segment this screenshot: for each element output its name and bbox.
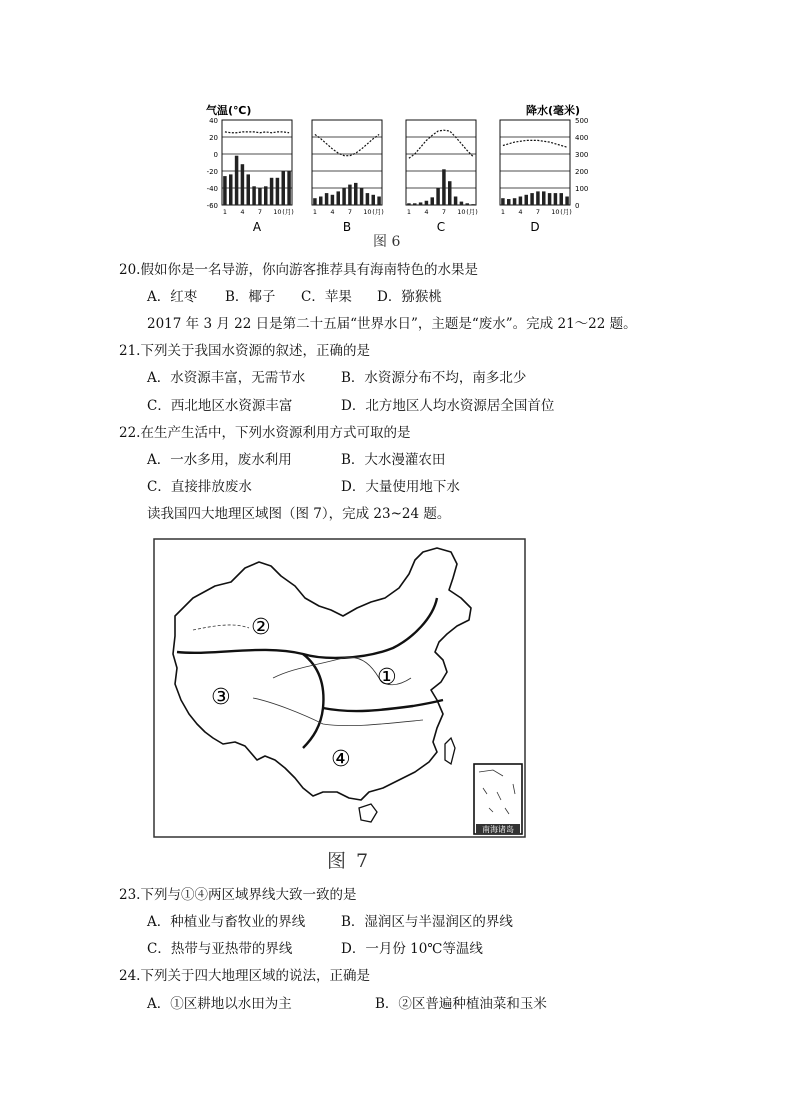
left-tick-label: 20 <box>209 134 218 142</box>
month-tick: 1 <box>312 208 317 216</box>
precip-bar <box>419 202 423 205</box>
q23-option-d: D．一月份 10℃等温线 <box>341 941 483 957</box>
month-tick: 1 <box>222 208 227 216</box>
right-tick-label: 0 <box>575 202 580 210</box>
month-tick: 10 <box>551 208 560 216</box>
figure-7-map <box>153 538 526 838</box>
right-axis-ticks <box>575 117 588 210</box>
month-unit: (月) <box>466 208 478 216</box>
q20-option-a: A．红枣 <box>147 289 198 305</box>
figure-7-caption: 图 7 <box>327 850 371 872</box>
panel-label: A <box>252 220 262 234</box>
precip-bar <box>460 202 464 205</box>
precip-bar <box>425 201 429 205</box>
panel-label: D <box>530 220 540 234</box>
precip-bar <box>270 178 274 205</box>
region-label-3: ③ <box>211 685 231 710</box>
panel-frame <box>500 120 570 205</box>
precip-bar <box>354 183 358 205</box>
region-label-4: ④ <box>331 747 351 772</box>
month-tick: 4 <box>424 208 429 216</box>
q24-option-b: B．②区普遍种植油菜和玉米 <box>375 996 547 1012</box>
precip-bar <box>276 178 280 205</box>
left-tick-label: -60 <box>206 202 218 210</box>
left-tick-label: -20 <box>206 168 218 176</box>
precip-bar <box>466 203 470 205</box>
precip-bar <box>536 191 540 205</box>
precip-bar <box>442 169 446 205</box>
panel-frame <box>312 120 382 205</box>
precip-bar <box>448 181 452 205</box>
intro-21-22: 2017 年 3 月 22 日是第二十五届“世界水日”，主题是“废水”。完成 21～22 题。 <box>147 316 637 332</box>
precip-bar <box>548 193 552 205</box>
precip-bar <box>360 188 364 205</box>
precip-bar <box>252 186 256 205</box>
right-tick-label: 100 <box>575 185 589 193</box>
chart-panels <box>222 120 572 234</box>
climate-panel-d <box>500 120 572 234</box>
q22-stem: 22.在生产生活中，下列水资源利用方式可取的是 <box>119 425 411 441</box>
month-tick: 1 <box>406 208 411 216</box>
q23-option-a: A．种植业与畜牧业的界线 <box>147 914 306 930</box>
precip-bar <box>377 197 381 206</box>
q20-option-d: D．猕猴桃 <box>377 289 442 305</box>
right-tick-label: 400 <box>575 134 589 142</box>
q20-option-b: B．椰子 <box>225 289 276 305</box>
precip-bar <box>530 193 534 205</box>
q20-stem: 20.假如你是一名导游，你向游客推荐具有海南特色的水果是 <box>119 262 478 278</box>
month-tick: 10 <box>273 208 282 216</box>
q21-option-d: D．北方地区人均水资源居全国首位 <box>341 398 555 414</box>
left-axis-title: 气温(℃) <box>206 104 252 117</box>
precip-bar <box>348 185 352 205</box>
left-tick-label: 40 <box>209 117 218 125</box>
precip-bar <box>565 197 569 206</box>
intro-23-24: 读我国四大地理区域图（图 7），完成 23~24 题。 <box>147 506 451 522</box>
precip-bar <box>436 188 440 205</box>
q24-option-a: A．①区耕地以水田为主 <box>147 996 292 1012</box>
right-tick-label: 300 <box>575 151 589 159</box>
south-china-sea-inset <box>474 764 522 834</box>
panel-frame <box>406 120 476 205</box>
figure-6 <box>200 100 600 250</box>
left-axis-ticks <box>207 117 218 210</box>
precip-bar <box>560 193 564 205</box>
month-tick: 10 <box>363 208 372 216</box>
month-unit: (月) <box>560 208 572 216</box>
precip-bar <box>542 191 546 205</box>
q23-option-b: B．湿润区与半湿润区的界线 <box>341 914 513 930</box>
q22-option-b: B．大水漫灌农田 <box>341 452 446 468</box>
month-tick: 4 <box>518 208 523 216</box>
month-tick: 7 <box>535 208 540 216</box>
inset-label: 南海诸岛 <box>482 825 514 834</box>
month-tick: 7 <box>441 208 446 216</box>
climate-panel-c <box>406 120 478 234</box>
precip-bar <box>471 204 475 205</box>
panel-label: C <box>436 220 446 234</box>
q20-option-c: C．苹果 <box>301 289 352 305</box>
precip-bar <box>431 197 435 205</box>
month-unit: (月) <box>372 208 384 216</box>
precip-bar <box>247 174 251 205</box>
q22-option-d: D．大量使用地下水 <box>341 479 460 495</box>
month-tick: 7 <box>257 208 262 216</box>
precip-bar <box>507 199 511 205</box>
q22-option-c: C．直接排放废水 <box>147 479 252 495</box>
precip-bar <box>282 171 286 205</box>
precip-bar <box>513 198 517 205</box>
q22-option-a: A．一水多用，废水利用 <box>147 452 292 468</box>
region-label-1: ① <box>377 665 397 690</box>
right-tick-label: 200 <box>575 168 589 176</box>
climate-charts <box>200 100 600 250</box>
precip-bar <box>331 195 335 205</box>
q24-stem: 24.下列关于四大地理区域的说法，正确是 <box>119 968 370 984</box>
precip-bar <box>525 195 529 205</box>
precip-bar <box>554 193 558 205</box>
left-tick-label: 0 <box>213 151 218 159</box>
climate-panel-b <box>312 120 384 234</box>
month-tick: 1 <box>500 208 505 216</box>
precip-bar <box>258 188 262 205</box>
figure-6-caption: 图 6 <box>373 234 401 250</box>
precip-bar <box>287 171 291 205</box>
region-label-2: ② <box>251 615 271 640</box>
precip-bar <box>313 198 317 205</box>
month-tick: 4 <box>240 208 245 216</box>
month-tick: 4 <box>330 208 335 216</box>
precip-bar <box>325 193 329 205</box>
precip-bar <box>337 191 341 205</box>
right-axis-title: 降水(毫米) <box>526 104 581 117</box>
panel-label: B <box>342 220 352 234</box>
china-regions-map <box>153 538 526 838</box>
month-tick: 10 <box>457 208 466 216</box>
precip-bar <box>223 176 227 205</box>
q21-stem: 21.下列关于我国水资源的叙述，正确的是 <box>119 343 370 359</box>
q21-option-c: C．西北地区水资源丰富 <box>147 398 293 414</box>
q21-option-b: B．水资源分布不均，南多北少 <box>341 370 527 386</box>
precip-bar <box>241 164 245 205</box>
month-tick: 7 <box>347 208 352 216</box>
month-unit: (月) <box>282 208 294 216</box>
precip-bar <box>319 197 323 206</box>
precip-bar <box>235 156 239 205</box>
precip-bar <box>264 186 268 205</box>
precip-bar <box>372 195 376 205</box>
right-tick-label: 500 <box>575 117 589 125</box>
precip-bar <box>366 193 370 205</box>
precip-bar <box>229 174 233 205</box>
precip-bar <box>342 188 346 205</box>
q21-option-a: A．水资源丰富，无需节水 <box>147 370 306 386</box>
precip-bar <box>519 197 523 206</box>
q23-option-c: C．热带与亚热带的界线 <box>147 941 293 957</box>
precip-bar <box>407 203 411 205</box>
left-tick-label: -40 <box>206 185 218 193</box>
climate-panel-a <box>222 120 294 234</box>
precip-bar <box>413 203 417 205</box>
q23-stem: 23.下列与①④两区域界线大致一致的是 <box>119 887 357 903</box>
precip-bar <box>501 198 505 205</box>
precip-bar <box>454 197 458 206</box>
